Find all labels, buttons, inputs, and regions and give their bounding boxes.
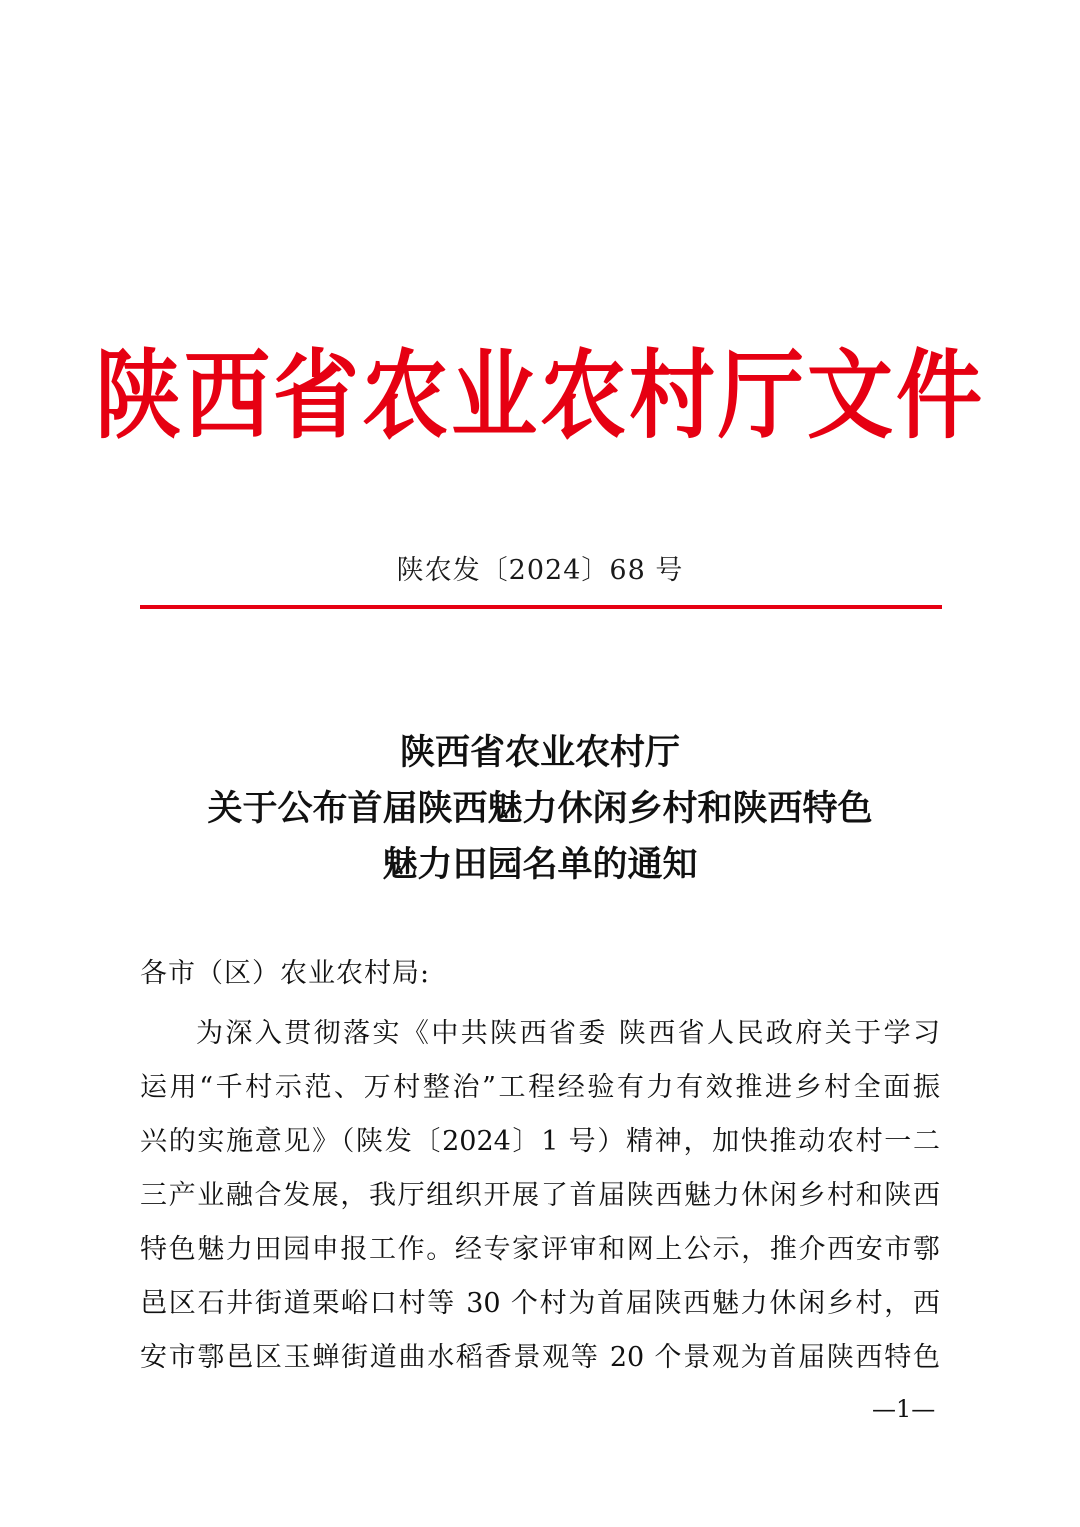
salutation: 各市（区）农业农村局: bbox=[140, 958, 431, 989]
document-title bbox=[0, 725, 1080, 893]
page-number: —1— bbox=[872, 1395, 936, 1423]
title-line-3: 魅力田园名单的通知 bbox=[382, 845, 698, 885]
document-masthead: 陕西省农业农村厅文件 bbox=[95, 339, 985, 453]
red-divider-line bbox=[140, 605, 942, 609]
title-line-1: 陕西省农业农村厅 bbox=[399, 733, 680, 773]
title-line-2: 关于公布首届陕西魅力休闲乡村和陕西特色 bbox=[207, 789, 873, 829]
body-line: 安市鄠邑区玉蝉街道曲水稻香景观等 20 个景观为首届陕西特色 bbox=[140, 1342, 940, 1373]
body-line: 邑区石井街道栗峪口村等 30 个村为首届陕西魅力休闲乡村，西 bbox=[140, 1288, 940, 1319]
body-line: 兴的实施意见》（陕发〔2024〕1 号）精神，加快推动农村一二 bbox=[140, 1126, 940, 1157]
document-number: 陕农发〔2024〕68 号 bbox=[396, 555, 684, 586]
body-line: 特色魅力田园申报工作。经专家评审和网上公示，推介西安市鄠 bbox=[140, 1234, 940, 1265]
body-line: 三产业融合发展，我厅组织开展了首届陕西魅力休闲乡村和陕西 bbox=[140, 1180, 940, 1211]
body-line: 运用“千村示范、万村整治”工程经验有力有效推进乡村全面振 bbox=[140, 1072, 940, 1103]
body-line: 为深入贯彻落实《中共陕西省委 陕西省人民政府关于学习 bbox=[196, 1018, 940, 1049]
